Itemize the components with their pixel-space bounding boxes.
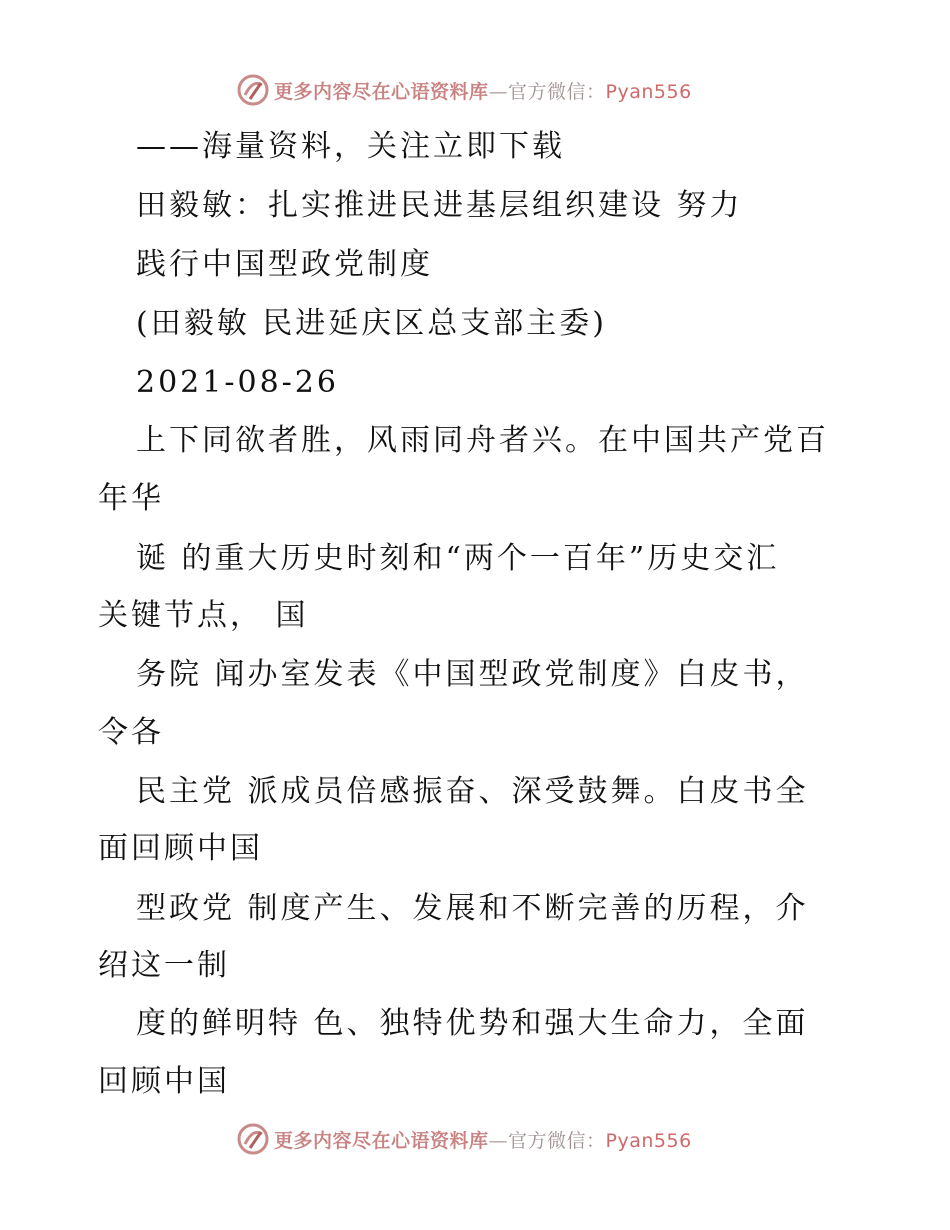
paragraph-line: 民主党 派成员倍感振奋、深受鼓舞。白皮书全 — [136, 774, 809, 809]
watermark-brand: 更多内容尽在心语资料库 — [274, 1129, 489, 1152]
watermark-wechat-label: 官方微信： — [508, 80, 606, 103]
watermark-text — [274, 1126, 692, 1153]
paragraph-line: 诞 的重大历史时刻和“两个一百年”历史交汇 — [136, 541, 780, 576]
publish-date: 2021-08-26 — [136, 365, 339, 400]
article-title-line-2: 践行中国型政党制度 — [136, 247, 433, 282]
paragraph-line: 关键节点， 国 — [98, 598, 309, 633]
watermark-wechat-label: 官方微信： — [508, 1129, 606, 1152]
watermark-wechat-id: Pyan556 — [605, 80, 692, 103]
paragraph-line: 上下同欲者胜，风雨同舟者兴。在中国共产党百 — [136, 423, 829, 458]
paragraph-line: 务院 闻办室发表《中国型政党制度》白皮书， — [136, 657, 809, 692]
paragraph-line: 令各 — [98, 715, 164, 750]
watermark-dash: — — [488, 80, 509, 103]
header-watermark-banner — [236, 72, 692, 108]
paragraph-line: 型政党 制度产生、发展和不断完善的历程，介 — [136, 891, 809, 926]
paragraph-line: 度的鲜明特 色、独特优势和强大生命力，全面 — [136, 1006, 809, 1041]
download-tagline: ——海量资料，关注立即下载 — [136, 129, 565, 164]
watermark-brand: 更多内容尽在心语资料库 — [274, 80, 489, 103]
paragraph-line: 回顾中国 — [98, 1064, 230, 1099]
footer-watermark-banner — [236, 1121, 692, 1157]
author-byline: (田毅敏 民进延庆区总支部主委) — [136, 306, 607, 341]
watermark-text — [274, 77, 692, 104]
article-title-line-1: 田毅敏：扎实推进民进基层组织建设 努力 — [136, 188, 743, 223]
logo-icon — [236, 1122, 270, 1156]
watermark-wechat-id: Pyan556 — [605, 1129, 692, 1152]
paragraph-line: 年华 — [98, 481, 164, 516]
watermark-dash: — — [488, 1129, 509, 1152]
paragraph-line: 绍这一制 — [98, 948, 230, 983]
logo-icon — [236, 73, 270, 107]
paragraph-line: 面回顾中国 — [98, 831, 263, 866]
